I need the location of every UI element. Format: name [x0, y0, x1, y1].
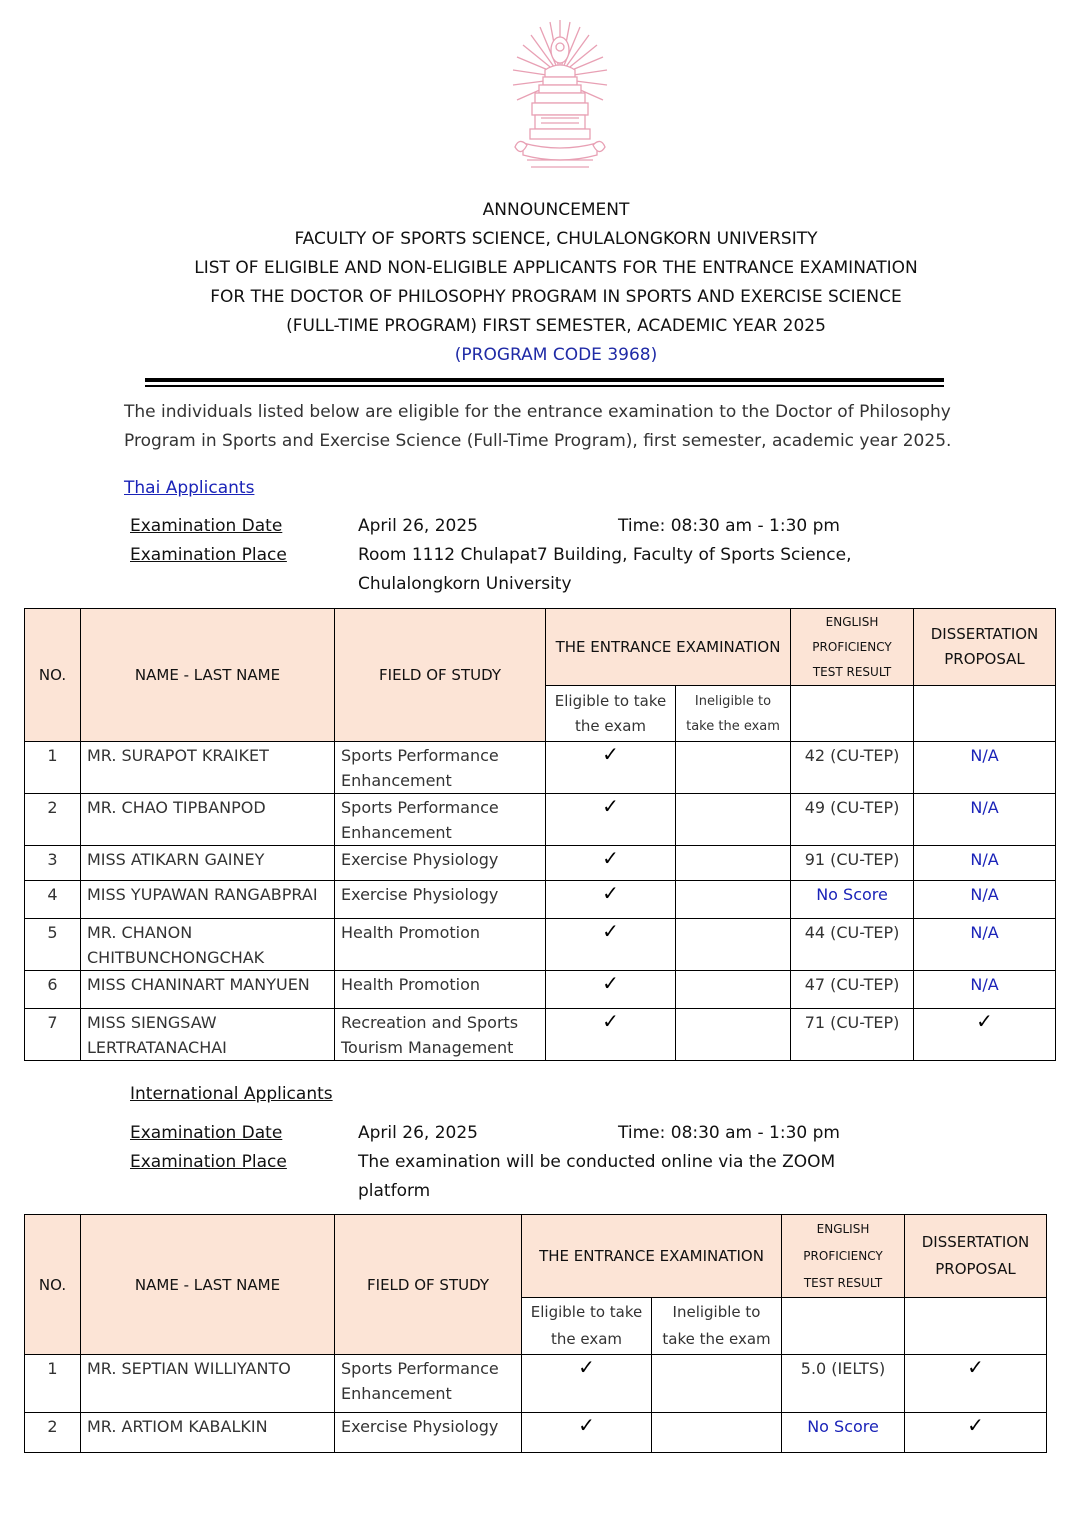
proposal-status: N/A — [914, 881, 1056, 919]
header-divider-thin — [145, 385, 944, 387]
table-row — [25, 1355, 1047, 1413]
proposal-subheader-empty — [914, 686, 1056, 742]
applicant-name: MISS ATIKARN GAINEY — [81, 846, 335, 881]
intl-time-value: 08:30 am - 1:30 pm — [665, 1123, 840, 1143]
applicant-name: MISS YUPAWAN RANGABPRAI — [81, 881, 335, 919]
field-of-study: Exercise Physiology — [335, 846, 546, 881]
field-of-study: Recreation and Sports Tourism Management — [335, 1009, 546, 1061]
english-result: 42 (CU-TEP) — [791, 742, 914, 794]
ineligible-cell — [676, 1009, 791, 1061]
title-line: FOR THE DOCTOR OF PHILOSOPHY PROGRAM IN SPORTS AND EXERCISE SCIENCE — [210, 287, 902, 307]
thai-time-label: Time — [618, 516, 660, 536]
table-row — [25, 971, 1056, 1009]
field-of-study: Sports Performance Enhancement — [335, 794, 546, 846]
field-of-study: Sports Performance Enhancement — [335, 1355, 522, 1413]
eligible-check: ✓ — [522, 1355, 652, 1413]
thai-date-value: April 26, 2025 — [358, 516, 478, 536]
english-result: 47 (CU-TEP) — [791, 971, 914, 1009]
english-result: 44 (CU-TEP) — [791, 919, 914, 971]
col-eligible-header: Eligible to take the exam — [546, 686, 676, 742]
proposal-status: N/A — [914, 794, 1056, 846]
proposal-status: N/A — [914, 971, 1056, 1009]
thai-time — [618, 516, 840, 536]
applicant-name: MISS SIENGSAW LERTRATANACHAI — [81, 1009, 335, 1061]
table-row — [25, 881, 1056, 919]
intro-line: Program in Sports and Exercise Science (Full-Time Program), first semester, academic year 2025. — [124, 431, 952, 451]
intl-time — [618, 1123, 840, 1143]
col-ineligible-header: Ineligible to take the exam — [676, 686, 791, 742]
ineligible-cell — [676, 794, 791, 846]
intro-line: The individuals listed below are eligible for the entrance examination to the Doctor of Philosophy — [124, 402, 951, 422]
col-proposal-header: DISSERTATION PROPOSAL — [905, 1215, 1047, 1298]
eligible-check: ✓ — [546, 742, 676, 794]
ineligible-cell — [676, 881, 791, 919]
intl-place-line2: platform — [358, 1181, 431, 1201]
col-name-header: NAME - LAST NAME — [81, 609, 335, 742]
eligible-check: ✓ — [546, 919, 676, 971]
table-row — [25, 1009, 1056, 1061]
thai-place-line1: Room 1112 Chulapat7 Building, Faculty of Sports Science, — [358, 545, 852, 565]
col-english-header: ENGLISH PROFICIENCY TEST RESULT — [791, 609, 914, 686]
title-line: FACULTY OF SPORTS SCIENCE, CHULALONGKORN UNIVERSITY — [294, 229, 818, 249]
eligible-check: ✓ — [546, 971, 676, 1009]
row-number: 4 — [25, 881, 81, 919]
row-number: 7 — [25, 1009, 81, 1061]
program-code: (PROGRAM CODE 3968) — [454, 345, 658, 365]
ineligible-cell — [676, 919, 791, 971]
field-of-study: Exercise Physiology — [335, 881, 546, 919]
table-row — [25, 742, 1056, 794]
eligible-check: ✓ — [546, 1009, 676, 1061]
row-number: 2 — [25, 794, 81, 846]
english-result: 49 (CU-TEP) — [791, 794, 914, 846]
col-ineligible-header: Ineligible to take the exam — [652, 1298, 782, 1355]
col-proposal-header: DISSERTATION PROPOSAL — [914, 609, 1056, 686]
row-number: 1 — [25, 742, 81, 794]
table-row — [25, 846, 1056, 881]
table-row — [25, 1413, 1047, 1453]
field-of-study: Exercise Physiology — [335, 1413, 522, 1453]
announcement-header — [0, 196, 1076, 370]
proposal-subheader-empty — [905, 1298, 1047, 1355]
thai-place-line2: Chulalongkorn University — [358, 574, 572, 594]
intl-time-label: Time: — [618, 1123, 666, 1143]
table-row — [25, 919, 1056, 971]
intl-date-value: April 26, 2025 — [358, 1123, 478, 1143]
international-applicants-heading: International Applicants — [130, 1084, 333, 1104]
international-applicants-table — [24, 1214, 1047, 1453]
col-english-header: ENGLISH PROFICIENCY TEST RESULT — [782, 1215, 905, 1298]
proposal-status: ✓ — [905, 1355, 1047, 1413]
intro-paragraph — [124, 398, 1004, 456]
col-field-header: FIELD OF STUDY — [335, 1215, 522, 1355]
eligible-check: ✓ — [546, 881, 676, 919]
title-line: ANNOUNCEMENT — [482, 200, 630, 220]
applicant-name: MR. SURAPOT KRAIKET — [81, 742, 335, 794]
applicant-name: MISS CHANINART MANYUEN — [81, 971, 335, 1009]
thai-applicants-link[interactable]: Thai Applicants — [124, 478, 255, 498]
english-subheader-empty — [791, 686, 914, 742]
thai-applicants-table — [24, 608, 1056, 1061]
applicant-name: MR. ARTIOM KABALKIN — [81, 1413, 335, 1453]
row-number: 2 — [25, 1413, 81, 1453]
ineligible-cell — [652, 1355, 782, 1413]
col-no-header: NO. — [25, 609, 81, 742]
field-of-study: Health Promotion — [335, 919, 546, 971]
ineligible-cell — [676, 742, 791, 794]
col-no-header: NO. — [25, 1215, 81, 1355]
thai-table-body — [25, 742, 1056, 1061]
intl-place-label: Examination Place — [130, 1152, 287, 1172]
proposal-status: N/A — [914, 919, 1056, 971]
thai-time-value: : 08:30 am - 1:30 pm — [659, 516, 840, 536]
table-row — [25, 794, 1056, 846]
applicant-name: MR. CHAO TIPBANPOD — [81, 794, 335, 846]
intl-date-label: Examination Date — [130, 1123, 283, 1143]
thai-place-label: Examination Place — [130, 545, 287, 565]
row-number: 3 — [25, 846, 81, 881]
field-of-study: Sports Performance Enhancement — [335, 742, 546, 794]
english-result: No Score — [782, 1413, 905, 1453]
proposal-status: ✓ — [905, 1413, 1047, 1453]
proposal-status: N/A — [914, 742, 1056, 794]
applicant-name: MR. CHANON CHITBUNCHONGCHAK — [81, 919, 335, 971]
applicant-name: MR. SEPTIAN WILLIYANTO — [81, 1355, 335, 1413]
proposal-status: N/A — [914, 846, 1056, 881]
ineligible-cell — [652, 1413, 782, 1453]
title-line: (FULL-TIME PROGRAM) FIRST SEMESTER, ACADEMIC YEAR 2025 — [286, 316, 826, 336]
header-divider — [145, 378, 944, 382]
chulalongkorn-emblem-icon — [505, 15, 615, 180]
title-line: LIST OF ELIGIBLE AND NON-ELIGIBLE APPLICANTS FOR THE ENTRANCE EXAMINATION — [194, 258, 918, 278]
row-number: 6 — [25, 971, 81, 1009]
intl-table-body — [25, 1355, 1047, 1453]
thai-date-label: Examination Date — [130, 516, 283, 536]
ineligible-cell — [676, 971, 791, 1009]
eligible-check: ✓ — [546, 846, 676, 881]
col-exam-header: THE ENTRANCE EXAMINATION — [546, 609, 791, 686]
proposal-status: ✓ — [914, 1009, 1056, 1061]
english-result: No Score — [791, 881, 914, 919]
english-result: 71 (CU-TEP) — [791, 1009, 914, 1061]
row-number: 1 — [25, 1355, 81, 1413]
col-exam-header: THE ENTRANCE EXAMINATION — [522, 1215, 782, 1298]
english-result: 91 (CU-TEP) — [791, 846, 914, 881]
col-field-header: FIELD OF STUDY — [335, 609, 546, 742]
english-subheader-empty — [782, 1298, 905, 1355]
ineligible-cell — [676, 846, 791, 881]
col-eligible-header: Eligible to take the exam — [522, 1298, 652, 1355]
eligible-check: ✓ — [546, 794, 676, 846]
field-of-study: Health Promotion — [335, 971, 546, 1009]
intl-place-line1: The examination will be conducted online via the ZOOM — [358, 1152, 836, 1172]
row-number: 5 — [25, 919, 81, 971]
eligible-check: ✓ — [522, 1413, 652, 1453]
col-name-header: NAME - LAST NAME — [81, 1215, 335, 1355]
english-result: 5.0 (IELTS) — [782, 1355, 905, 1413]
